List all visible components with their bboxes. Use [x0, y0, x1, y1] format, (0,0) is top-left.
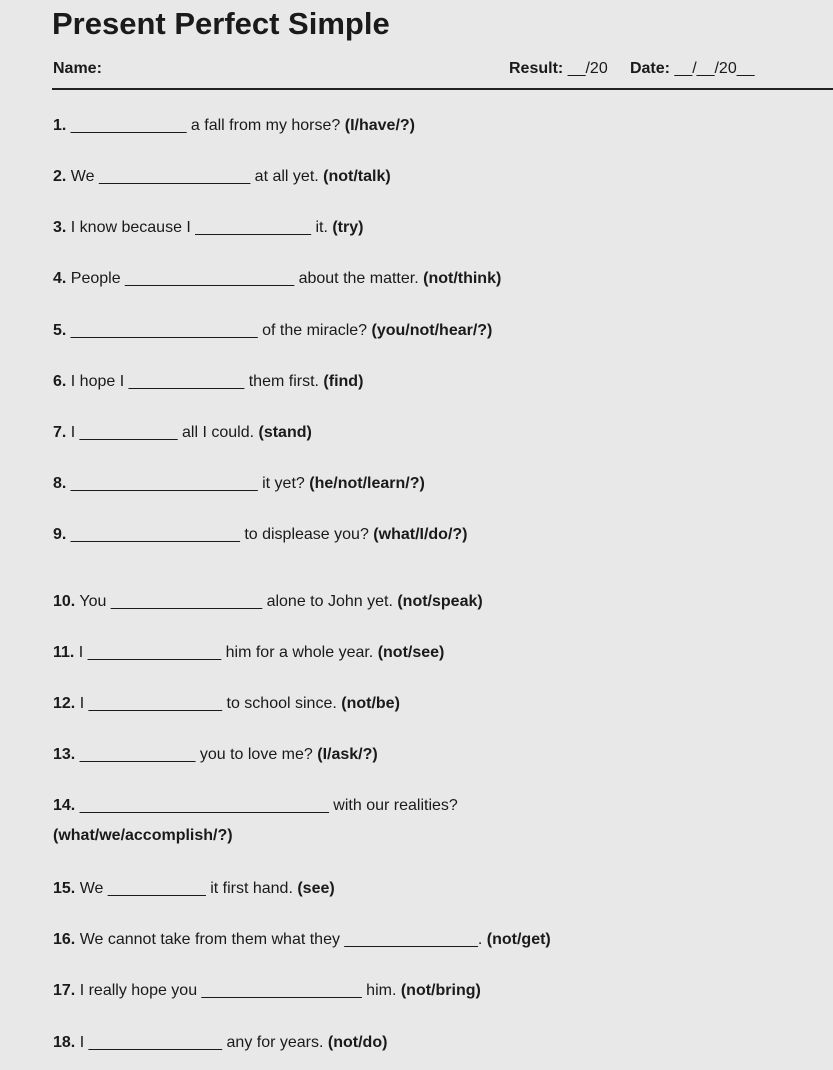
item-hint: (not/be) [341, 695, 400, 712]
item-text: it first hand. [210, 880, 298, 897]
exercise-item-16 [53, 930, 551, 950]
item-number: 8. [53, 475, 67, 492]
exercise-item-3 [53, 218, 363, 238]
item-text: them first. [248, 373, 324, 390]
item-hint: (he/not/learn/?) [309, 475, 425, 492]
item-text: a fall from my horse? [190, 117, 345, 134]
item-number: 17. [53, 982, 76, 999]
result-value: __/20 [567, 60, 608, 77]
item-number: 2. [53, 168, 67, 185]
item-text: about the matter. [298, 270, 424, 287]
exercise-item-13 [53, 745, 378, 765]
exercise-item-6 [53, 372, 363, 392]
exercise-item-8 [53, 474, 425, 494]
item-number: 18. [53, 1034, 76, 1051]
item-hint: (not/think) [423, 270, 502, 287]
item-number: 7. [53, 424, 67, 441]
exercise-item-2 [53, 167, 391, 187]
item-text: him for a whole year. [225, 644, 378, 661]
item-blank-text: I ___________ [66, 424, 183, 441]
item-blank-text: We ___________ [75, 880, 211, 897]
name-label: Name: [53, 60, 102, 77]
item-blank-text: _____________________ [66, 475, 263, 492]
date-value: __/__/20__ [674, 60, 755, 77]
item-blank-text: We _________________ [66, 168, 255, 185]
item-blank-text: _____________________ [66, 322, 263, 339]
exercise-item-14 [53, 796, 458, 816]
exercise-item-11 [53, 643, 444, 663]
item-hint: (find) [323, 373, 364, 390]
item-blank-text: I really hope you __________________ [75, 982, 367, 999]
item-text: it. [315, 219, 333, 236]
item-hint: (what/I/do/?) [373, 526, 468, 543]
item-number: 14. [53, 797, 76, 814]
page-title: Present Perfect Simple [52, 6, 390, 41]
item-hint: (try) [332, 219, 364, 236]
exercise-item-12 [53, 694, 400, 714]
result-label: Result: [509, 60, 564, 77]
item-hint: (I/have/?) [344, 117, 415, 134]
date-label: Date: [629, 60, 670, 77]
item-text: any for years. [226, 1034, 328, 1051]
exercise-item-4 [53, 269, 501, 289]
item-hint: (not/bring) [400, 982, 481, 999]
item-number: 6. [53, 373, 67, 390]
item-hint: (not/see) [377, 644, 445, 661]
item-hint: (not/talk) [323, 168, 391, 185]
item-blank-text: We cannot take from them what they _______________ [75, 931, 478, 948]
item-text: all I could. [182, 424, 259, 441]
item-number: 10. [53, 593, 76, 610]
item-number: 3. [53, 219, 67, 236]
item-text: him. [366, 982, 401, 999]
item-text: you to love me? [199, 746, 318, 763]
item-blank-text: I _______________ [75, 1034, 227, 1051]
exercise-item-18 [53, 1033, 387, 1053]
item-hint: (not/do) [327, 1034, 388, 1051]
item-blank-text: You _________________ [75, 593, 267, 610]
exercise-item-5 [53, 321, 492, 341]
result-date-group [509, 60, 755, 78]
item-blank-text: People ___________________ [66, 270, 299, 287]
item-hint: (you/not/hear/?) [371, 322, 493, 339]
exercise-item-9 [53, 525, 468, 545]
header-divider [52, 88, 833, 90]
item-hint: (not/speak) [397, 593, 483, 610]
exercise-item-14-hint: (what/we/accomplish/?) [53, 827, 233, 844]
item-blank-text: ___________________ [66, 526, 245, 543]
item-number: 12. [53, 695, 76, 712]
item-number: 5. [53, 322, 67, 339]
item-blank-text: ____________________________ [75, 797, 334, 814]
item-number: 4. [53, 270, 67, 287]
item-text: . [477, 931, 487, 948]
item-text: to school since. [226, 695, 342, 712]
item-number: 15. [53, 880, 76, 897]
item-text: alone to John yet. [266, 593, 398, 610]
header-meta-row [53, 60, 833, 82]
item-number: 1. [53, 117, 67, 134]
exercise-item-7 [53, 423, 312, 443]
item-blank-text: _____________ [75, 746, 200, 763]
item-hint: (I/ask/?) [317, 746, 378, 763]
item-hint: (see) [297, 880, 335, 897]
item-blank-text: I _______________ [74, 644, 226, 661]
item-text: of the miracle? [262, 322, 372, 339]
item-hint: (stand) [258, 424, 312, 441]
item-text: with our realities? [333, 797, 458, 814]
exercise-item-17 [53, 981, 481, 1001]
item-blank-text: _____________ [66, 117, 191, 134]
item-number: 16. [53, 931, 76, 948]
item-text: to displease you? [244, 526, 374, 543]
exercise-item-1 [53, 116, 415, 136]
item-blank-text: I hope I _____________ [66, 373, 249, 390]
item-blank-text: I _______________ [75, 695, 227, 712]
item-number: 9. [53, 526, 67, 543]
item-hint: (not/get) [486, 931, 551, 948]
exercise-item-15 [53, 879, 335, 899]
item-blank-text: I know because I _____________ [66, 219, 316, 236]
exercise-item-10 [53, 592, 483, 612]
item-text: it yet? [262, 475, 310, 492]
item-number: 13. [53, 746, 76, 763]
item-text: at all yet. [254, 168, 324, 185]
item-number: 11. [53, 644, 75, 661]
